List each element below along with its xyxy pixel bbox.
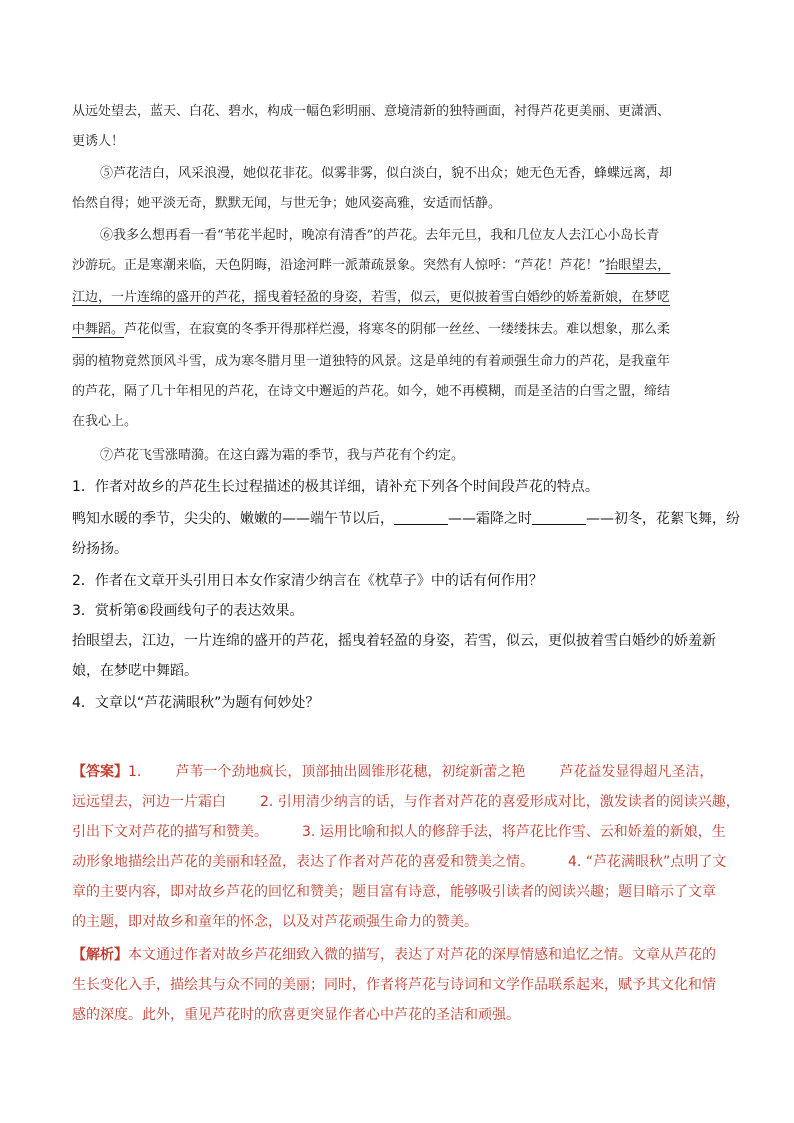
paragraph-6-line: ⑥我多么想再看一看“苇花半起时，晚凉有清香”的芦花。去年元旦，我和几位友人去江心小岛长青 xyxy=(100,228,660,243)
answer-text: 3. 运用比喻和拟人的修辞手法，将芦花比作雪、云和娇羞的新娘，生 xyxy=(302,824,726,840)
question-3: 3．赏析第⑥段画线句子的表达效果。 xyxy=(72,603,304,619)
analysis-line xyxy=(72,940,732,970)
answer-line xyxy=(72,847,732,877)
fill-text: 鸭知水暖的季节，尖尖的、嫩嫩的——端午节以后， xyxy=(72,511,394,527)
paragraph-6-text: 沙游玩。正是寒潮来临，天色阴晦，沿途河畔一派萧疏景象。突然有人惊呼：“芦花！芦花！” xyxy=(72,258,606,273)
paragraph-6-line: 的芦花，隔了几十年相见的芦花，在诗文中邂逅的芦花。如今，她不再模糊，而是圣洁的白雪之盟，缔结 xyxy=(72,384,671,399)
answer-text: 1. xyxy=(128,764,142,780)
analysis-line: 感的深度。此外，重见芦花时的欣喜更突显作者心中芦花的圣洁和顽强。 xyxy=(72,1007,520,1023)
paragraph-6-line xyxy=(72,254,670,273)
paragraph-6-text: 芦花似雪，在寂寞的冬季开得那样烂漫，将寒冬的阴郁一丝丝、一缕缕抹去。难以想象，那么柔 xyxy=(124,322,671,337)
underlined-sentence: 江边，一片连绵的盛开的芦花，摇曳着轻盈的身姿，若雪，似云，更似披着雪白婚纱的娇羞新娘，在梦呓 xyxy=(72,290,671,305)
paragraph-7-line: ⑦芦花飞雪涨晴漪。在这白露为霜的季节，我与芦花有个约定。 xyxy=(100,448,465,463)
analysis-line: 生长变化入手，描绘其与众不同的美丽；同时，作者将芦花与诗词和文学作品联系起来，赋予其文化和情 xyxy=(72,977,716,993)
answer-line: 章的主要内容，即对故乡芦花的回忆和赞美；题目富有诗意，能够吸引读者的阅读兴趣；题目暗示了文章 xyxy=(72,884,716,900)
analysis-tag: 【解析】 xyxy=(72,947,128,963)
question-2: 2．作者在文章开头引用日本女作家清少纳言在《枕草子》中的话有何作用？ xyxy=(72,573,543,589)
paragraph-5-line: ⑤芦花洁白，风采浪漫，她似花非花。似雾非雾，似白淡白，貌不出众；她无色无香，蜂蝶远离，却 xyxy=(100,166,673,181)
answer-line xyxy=(72,757,732,787)
passage-line: 从远处望去，蓝天、白花、碧水，构成一幅色彩明丽、意境清新的独特画面，衬得芦花更美丽、更潇洒、 xyxy=(72,104,671,119)
fill-text: ——初冬，花絮飞舞，纷 xyxy=(586,511,740,527)
fill-text: ——霜降之时 xyxy=(448,511,532,527)
answer-line xyxy=(72,787,740,817)
paragraph-6-line: 在我心上。 xyxy=(72,414,138,429)
answer-text: 4. “芦花满眼秋”点明了文 xyxy=(568,854,727,870)
underlined-sentence: 抬眼望去， xyxy=(605,258,671,273)
answer-line xyxy=(72,817,732,847)
paragraph-6-line xyxy=(72,318,670,337)
answer-tag: 【答案】 xyxy=(72,764,128,780)
question-4: 4．文章以“芦花满眼秋”为题有何妙处？ xyxy=(72,695,320,711)
answer-text: 芦花益发显得超凡圣洁， xyxy=(559,764,714,780)
answer-blank[interactable] xyxy=(532,510,586,525)
question-1-fill xyxy=(72,508,740,528)
question-3-quote: 娘，在梦呓中舞蹈。 xyxy=(72,663,198,679)
answer-text: 引出下文对芦花的描写和赞美。 xyxy=(72,824,268,840)
analysis-text: 本文通过作者对故乡芦花细致入微的描写，表达了对芦花的深厚情感和追忆之情。文章从芦花的 xyxy=(128,947,716,963)
paragraph-5-line: 怡然自得；她平淡无奇，默默无闻，与世无争；她风姿高雅，安适而恬静。 xyxy=(72,196,502,211)
answer-text: 芦苇一个劲地疯长，顶部抽出圆锥形花穗，初绽新蕾之艳 xyxy=(175,764,526,780)
paragraph-6-line: 弱的植物竟然顶风斗雪，成为寒冬腊月里一道独特的风景。这是单纯的有着顽强生命力的芦花，是我童年 xyxy=(72,354,671,369)
answer-line: 的主题，即对故乡和童年的怀念，以及对芦花顽强生命力的赞美。 xyxy=(72,914,478,930)
underlined-sentence: 中舞蹈。 xyxy=(72,322,125,337)
answer-text: 远远望去，河边一片霜白 xyxy=(72,794,226,810)
answer-text: 2. 引用清少纳言的话，与作者对芦花的喜爱形成对比，激发读者的阅读兴趣， xyxy=(260,794,740,810)
answer-blank[interactable] xyxy=(394,510,448,525)
question-3-quote: 抬眼望去，江边，一片连绵的盛开的芦花，摇曳着轻盈的身姿，若雪，似云，更似披着雪白婚纱的娇羞新 xyxy=(72,633,716,649)
question-1: 1．作者对故乡的芦花生长过程描述的极其详细，请补充下列各个时间段芦花的特点。 xyxy=(72,479,599,495)
passage-line: 更诱人！ xyxy=(72,134,125,149)
question-1-fill: 纷扬扬。 xyxy=(72,541,128,557)
answer-text: 动形象地描绘出芦花的美丽和轻盈，表达了作者对芦花的喜爱和赞美之情。 xyxy=(72,854,534,870)
